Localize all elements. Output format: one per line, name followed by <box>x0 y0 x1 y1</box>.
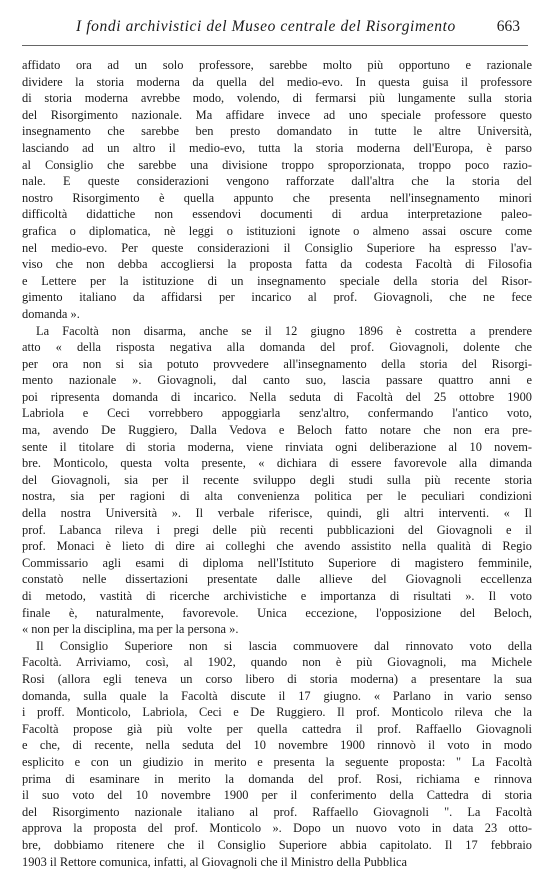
text-line: del Risorgimento nazionale italiano al prof. Raffaello Giovagnoli ". La Facoltà <box>22 804 532 821</box>
text-line: sente il titolare di storia moderna, viene rinviata ogni deliberazione al 10 novem- <box>22 439 532 456</box>
running-title: I fondi archivistici del Museo centrale del Risorgimento <box>76 18 456 36</box>
text-line: dividere la storia moderna da quella del medio-evo. In questa guisa il professore <box>22 74 532 91</box>
text-line: prof. Monaci è lieto di dire ai colleghi che avendo assistito nella qualità di Regio <box>22 538 532 555</box>
text-line: lasciando ad un altro il medio-evo, tutta la storia moderna dell'Europa, è parso <box>22 140 532 157</box>
paragraph <box>22 323 532 638</box>
text-line: finale è, naturalmente, favorevole. Unica eccezione, l'opposizione del Beloch, <box>22 605 532 622</box>
text-line: della nostra Università ». Il verbale riferisce, quindi, gli altri interventi. « Il <box>22 505 532 522</box>
text-line: mento nazionale ». Giovagnoli, dal canto suo, lascia passare quattro anni e <box>22 372 532 389</box>
page-number: 663 <box>497 18 520 36</box>
text-line: del Risorgimento nazionale. Ma affidare invece ad uno speciale professore questo <box>22 107 532 124</box>
text-line: esplicito e con un giudizio in merito e presenta la seguente proposta: " La Facoltà <box>22 754 532 771</box>
text-line: gimento italiano da affidarsi per incarico al prof. Giovagnoli, che ne fece <box>22 289 532 306</box>
text-line: prof. Labanca rileva i pregi delle più recenti pubblicazioni del Giovagnoli e il <box>22 522 532 539</box>
text-line: viso che non debba accogliersi la proposta fatta da codesta Facoltà di Filosofia <box>22 256 532 273</box>
text-line: La Facoltà non disarma, anche se il 12 giugno 1896 è costretta a prendere <box>22 323 532 340</box>
text-line: domanda ». <box>22 306 532 323</box>
text-line: difficoltà didattiche non essendovi documenti di ardua interpretazione paleo- <box>22 206 532 223</box>
header-rule <box>22 45 528 46</box>
text-line: Labriola e Ceci vorrebbero appoggiarla senz'altro, confermando l'antico voto, <box>22 405 532 422</box>
text-line: di metodo, vastità di ricerche archivistiche e importanza di risultati ». Il voto <box>22 588 532 605</box>
text-line: e che, di recente, nella seduta del 10 novembre 1900 rinnovò il voto in modo <box>22 737 532 754</box>
text-line: Facoltà. Arriviamo, così, al 1902, quando non è più Giovagnoli, ma Michele <box>22 654 532 671</box>
text-line: i proff. Monticolo, Labriola, Ceci e De Ruggiero. Il prof. Monticolo rileva che la <box>22 704 532 721</box>
text-line: approva la proposta del prof. Monticolo ». Dopo un nuovo voto in data 23 otto- <box>22 820 532 837</box>
paragraph <box>22 638 532 870</box>
text-line: grafica o diplomatica, nè leggi o istituzioni ignote o almeno assai oscure come <box>22 223 532 240</box>
body-text <box>22 57 532 870</box>
text-line: nostro Risorgimento è quella appunto che presenta nell'insegnamento minori <box>22 190 532 207</box>
text-line: Commissario agli esami di diploma nell'Istituto Superiore di magistero femminile, <box>22 555 532 572</box>
text-line: per ora non si sia potuto provvedere all'insegnamento della storia del Risorgi- <box>22 356 532 373</box>
text-line: poi ripresenta domanda di incarico. Nella seduta di Facoltà del 25 ottobre 1900 <box>22 389 532 406</box>
text-line: nel medio-evo. Per queste considerazioni il Consiglio Superiore ha espresso l'av- <box>22 240 532 257</box>
text-line: Rosi (allora egli teneva un corso libero di storia moderna) a presentare la sua <box>22 671 532 688</box>
text-line: nostra, sia per ragioni di alta convenienza politica per le peculiari condizioni <box>22 488 532 505</box>
text-line: atto « della risposta negativa alla domanda del prof. Giovagnoli, dolente che <box>22 339 532 356</box>
text-line: 1903 il Rettore comunica, infatti, al Giovagnoli che il Ministro della Pubblica <box>22 854 532 870</box>
text-line: affidato ora ad un solo professore, sarebbe molto più opportuno e razionale <box>22 57 532 74</box>
text-line: nale. E queste considerazioni vengono rafforzate dall'altra che la storia del <box>22 173 532 190</box>
text-line: e Lettere per la istituzione di un insegnamento speciale della storia del Risor- <box>22 273 532 290</box>
text-line: il suo voto del 10 novembre 1900 per il conferimento della Cattedra di storia <box>22 787 532 804</box>
running-header <box>30 18 520 40</box>
text-line: di storia moderna avrebbe modo, volendo, di fermarsi più lungamente sulla storia <box>22 90 532 107</box>
text-line: bre. Monticolo, questa volta presente, « dichiara di essere favorevole alla dimanda <box>22 455 532 472</box>
text-line: constatò nelle dissertazioni presentate dalle allieve del Giovagnoli eccellenza <box>22 571 532 588</box>
text-line: Facoltà propose già più volte per quella cattedra il prof. Raffaello Giovagnoli <box>22 721 532 738</box>
text-line: bre, dobbiamo ritenere che il Consiglio Superiore abbia capitolato. Il 17 febbraio <box>22 837 532 854</box>
text-line: « non per la disciplina, ma per la persona ». <box>22 621 532 638</box>
text-line: del Giovagnoli, sia per il recente sviluppo degli studi sulla più recente storia <box>22 472 532 489</box>
text-line: insegnamento che sarebbe ben presto domandato in tutte le altre Università, <box>22 123 532 140</box>
text-line: domanda, sulla quale la Facoltà discute il 17 giugno. « Parlano in vario senso <box>22 688 532 705</box>
paragraph <box>22 57 532 323</box>
text-line: prima di esaminare in merito la domanda del prof. Rosi, richiama e rinnova <box>22 771 532 788</box>
text-line: ma, avendo De Ruggiero, Dalla Vedova e Beloch fatto notare che non era pre- <box>22 422 532 439</box>
text-line: Il Consiglio Superiore non si lascia commuovere dal rinnovato voto della <box>22 638 532 655</box>
text-line: al Consiglio che sarebbe una divisione troppo sproporzionata, troppo poco razio- <box>22 157 532 174</box>
